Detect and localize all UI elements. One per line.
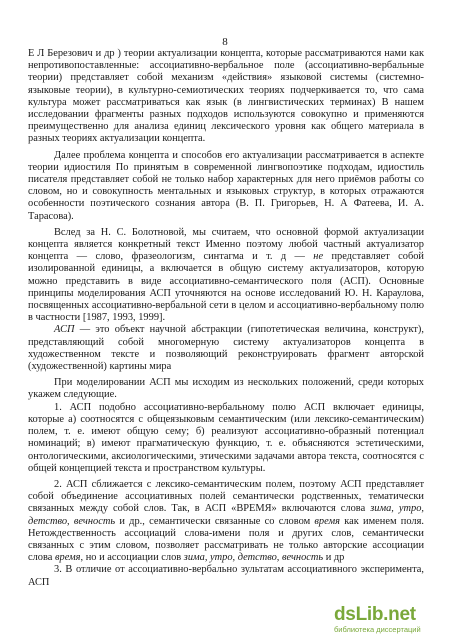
paragraph-6: 1. АСП подобно ассоциативно-вербальному полю АСП включает единицы, которые а) соотносятся с общеязыковым семантическим (или лексико-семантическим) полем, т. е. имеют общую сему; б) реализуют ассоциативно-образный потенциал номинаций; в) имеют прагматическую функцию, т. е. объясняются эстетическими, онтологическими, аксиологическими, этическими задачами автора текста, соотносятся с общей концепцией текста и пространством культуры.	[28, 401, 424, 474]
paragraph-7	[28, 479, 424, 564]
italic-run: время	[54, 552, 81, 564]
paragraph-4	[28, 324, 424, 373]
text-run: 2. АСП сближается с лексико-семантическим полем, поэтому АСП представляет собой объединение ассоциативных полей семантически родственных, тематически связанных между собой слов. Так, в АСП «ВРЕМЯ» включаются слова	[28, 478, 424, 515]
paragraph-2: Далее проблема концепта и способов его актуализации рассматривается в аспекте теории идиостиля По принятым в современной лингвопоэтике подходам, идиостиль писателя представляет собой не только набор характерных для него приёмов работы со словом, но и совокупность ментальных и языковых структур, в которых отражаются особенности поэтического сознания автора (В. П. Григорьев, Н. А Фатеева, И. А. Тарасова).	[28, 149, 424, 222]
text-run: представляет собой изолированной единицы, а включается в общую систему актуализаторов, которую можно представить в виде ассоциативно-семантического поля (АСП). Основные принципы моделирования АСП уточняются на основе исследований Ю. Н. Караулова, посвященных ассоциативно-вербальной сети в целом и ассоциативно-вербальному полю в частности [1987, 1993, 1999].	[28, 251, 424, 324]
paragraph-5: При моделировании АСП мы исходим из нескольких положений, среди которых укажем следующие.	[28, 377, 424, 401]
body-text	[28, 48, 424, 589]
italic-run: зима, утро, детство, вечность	[183, 552, 324, 564]
page-number: 8	[222, 36, 228, 48]
text-run: как именем поля. Нетождественность ассоциаций слова-имени поля и других слов, семантически связанных с этим словом, позволяет рассматривать не только авторские ассоциации слова	[28, 515, 424, 564]
paragraph-8: 3. В отличие от ассоциативно-вербально зультатам ассоциативного эксперимента, АСП	[28, 564, 424, 588]
watermark-logo: dsLib.net	[334, 604, 416, 625]
text-run: и др., семантически связанные со словом	[115, 515, 315, 527]
text-run: и др	[323, 552, 345, 564]
italic-run: не	[313, 251, 324, 263]
paragraph-3	[28, 227, 424, 325]
italic-run: АСП	[54, 324, 75, 336]
italic-run: зима, утро, детство, вечность	[28, 503, 424, 527]
watermark-subtitle: библиотека диссертаций	[334, 625, 421, 634]
text-run: — это объект научной абстракции (гипотетическая величина, конструкт), представляющий собой многомерную систему актуализаторов концепта в художественном тексте и позволяющий реконструировать фрагмент авторской (художественной) картины мира	[28, 324, 424, 373]
paragraph-1: Е Л Березович и др ) теории актуализации концепта, которые рассматриваются нами как непротивопоставленные: ассоциативно-вербальное поле (ассоциативно-вербальные теории) представляет собой механизм «действия» языковой системы (системно-языковые теории), в культурно-семиотических теориях подчеркивается то, что сама культура может рассматриваться как язык (в лингвистических терминах) В нашем исследовании фрагменты разных подходов используются совокупно и применяются преимущественно для анализа единиц лексического уровня как общего материала в разных теориях актуализации концепта.	[28, 48, 424, 145]
text-run: , но и ассоциации слов	[80, 552, 184, 564]
text-run: Вслед за Н. С. Болотновой, мы считаем, что основной формой актуализации концепта является конкретный текст Именно поэтому любой частный актуализатор концепта — слово, фразеологизм, синтагма и т. д —	[28, 226, 424, 263]
italic-run: время	[314, 515, 340, 527]
watermark	[334, 604, 442, 634]
